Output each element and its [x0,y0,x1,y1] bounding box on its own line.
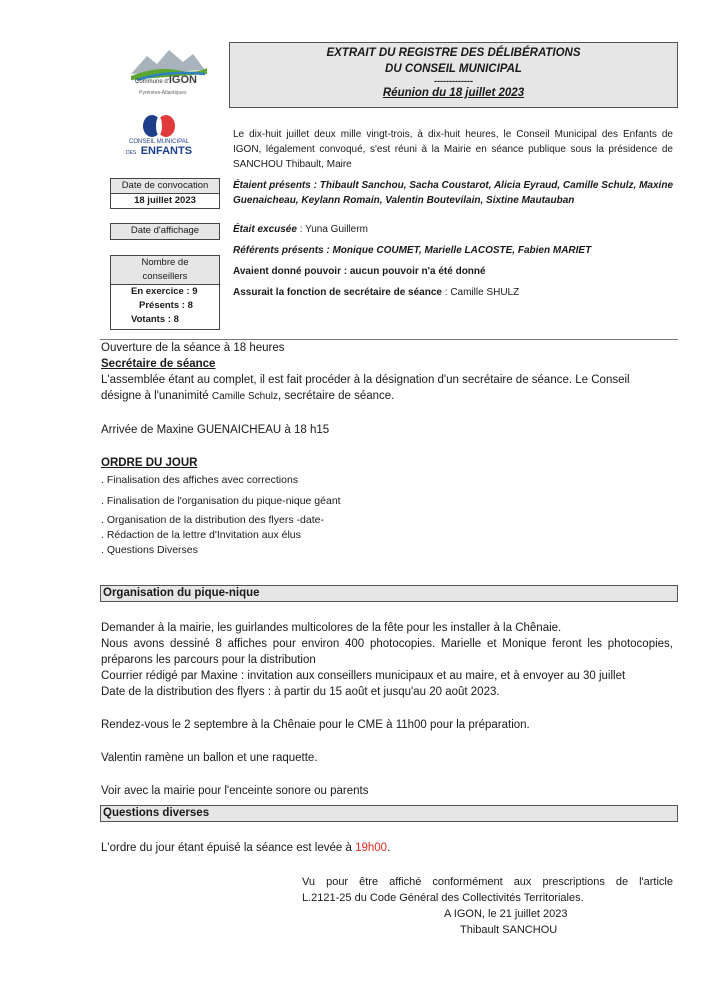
convocation-label: Date de convocation [111,179,219,194]
pouvoir-text: Avaient donné pouvoir : aucun pouvoir n'a été donné [233,266,486,277]
arrivee-text: Arrivée de Maxine GUENAICHEAU à 18 h15 [101,424,330,436]
picnic-line-6: Valentin ramène un ballon et une raquette. [101,752,318,764]
agenda-title: ORDRE DU JOUR [101,457,198,469]
ouverture-text: Ouverture de la séance à 18 heures [101,342,285,354]
picnic-block [101,620,673,799]
cme-line3: ENFANTS [140,145,193,157]
agenda-item: . Finalisation des affiches avec corrections [101,474,299,486]
intro-paragraph: Le dix-huit juillet deux mille vingt-trois, à dix-huit heures, le Conseil Municipal des Enfants de IGON, légalement convoqué, s'est réuni à la Mairie en séance publique sous la présidence de SANCHOU Thibault, Maire [233,129,673,170]
section-questions-header: Questions diverses [100,805,678,822]
igon-region-text: Pyrénées-Atlantiques [139,90,187,96]
secretaire-title: Secrétaire de séance [101,358,216,370]
document-header [229,42,678,108]
excusee-label: Était excusée [233,224,297,235]
intro-block [233,127,673,300]
signature-block [302,874,673,938]
presents-count: Présents : 8 [139,300,193,311]
affichage-box [110,223,220,240]
signature-line-2: L.2121-25 du Code Général des Collectivités Territoriales. [302,892,584,904]
agenda-item: . Questions Diverses [101,544,198,556]
closing-time: 19h00 [355,842,388,854]
signature-name: Thibault SANCHOU [460,924,558,936]
closing-block [101,840,673,856]
igon-logo [127,44,209,100]
signature-line-3: A IGON, le 21 juillet 2023 [444,908,568,920]
affichage-label: Date d'affichage [130,225,200,236]
convocation-date: 18 juillet 2023 [134,195,196,206]
header-meeting-date: Réunion du 18 juillet 2023 [382,87,525,99]
igon-name-text: IGON [168,74,197,86]
conseillers-label-2: conseillers [142,271,188,282]
secretaire-text-2a: désigne à l'unanimité [101,390,212,402]
igon-commune-text: Commune d' [135,79,169,85]
presents-names: Thibault Sanchou, Sacha Coustarot, Alicia Eyraud, Camille Schulz, Maxine Guenaicheau, Keylann Romain, Valentin Boutevilain, Sixtine Mautauban [233,180,674,206]
picnic-line-1: Demander à la mairie, les guirlandes multicolores de la fête pour les installer à la Chênaie. [101,622,562,634]
secretaire-text-1: L'assemblée étant au complet, il est fait procéder à la désignation d'un secrétaire de séance. Le Conseil [101,374,630,386]
agenda-list [101,473,341,558]
picnic-line-2: Nous avons dessiné 8 affiches pour environ 400 photocopies. Marielle et Monique feront les photocopies, préparons les parcours pour la distribution [101,638,673,666]
agenda-item: . Finalisation de l'organisation du pique-nique géant [101,495,341,507]
secretaire-text-2c: , secrétaire de séance. [278,390,395,402]
secretaire-label: Assurait la fonction de secrétaire de séance [233,287,442,298]
excusee-value: : Yuna Guillerm [296,224,368,235]
cme-line2: DES [125,150,137,156]
header-subtitle: DU CONSEIL MUNICIPAL [385,63,522,75]
cme-logo [114,113,204,161]
conseillers-label-1: Nombre de [141,257,189,268]
convocation-box [110,178,220,209]
presents-label: Étaient présents : [233,180,317,191]
cme-line1: CONSEIL MUNICIPAL [128,139,189,145]
secretaire-name: Camille Schulz [211,391,279,402]
picnic-line-7: Voir avec la mairie pour l'enceinte sonore ou parents [101,785,369,797]
section-picnic-header: Organisation du pique-nique [100,585,678,602]
secretaire-value: : Camille SHULZ [441,287,520,298]
header-title: EXTRAIT DU REGISTRE DES DÉLIBÉRATIONS [326,47,581,59]
en-exercice: En exercice : 9 [131,286,198,297]
referents-label: Référents présents : [233,245,330,256]
agenda-item: . Organisation de la distribution des flyers -date- [101,514,324,526]
picnic-line-3: Courrier rédigé par Maxine : invitation aux conseillers municipaux et au maire, et à envoyer au 30 juillet [101,670,626,682]
closing-text: L'ordre du jour étant épuisé la séance est levée à [101,842,356,854]
closing-end: . [387,842,391,854]
signature-line-1: Vu pour être affiché conformément aux prescriptions de l'article [302,876,673,888]
agenda-item: . Rédaction de la lettre d'Invitation aux élus [101,529,301,541]
referents-value: Monique COUMET, Marielle LACOSTE, Fabien MARIET [329,245,592,256]
opening-block [101,340,673,438]
conseillers-box [110,255,220,330]
header-separator: ------------- [434,76,473,86]
picnic-line-5: Rendez-vous le 2 septembre à la Chênaie pour le CME à 11h00 pour la préparation. [101,719,530,731]
votants-count: Votants : 8 [131,314,179,325]
picnic-line-4: Date de la distribution des flyers : à partir du 15 août et jusqu'au 20 août 2023. [101,686,500,698]
